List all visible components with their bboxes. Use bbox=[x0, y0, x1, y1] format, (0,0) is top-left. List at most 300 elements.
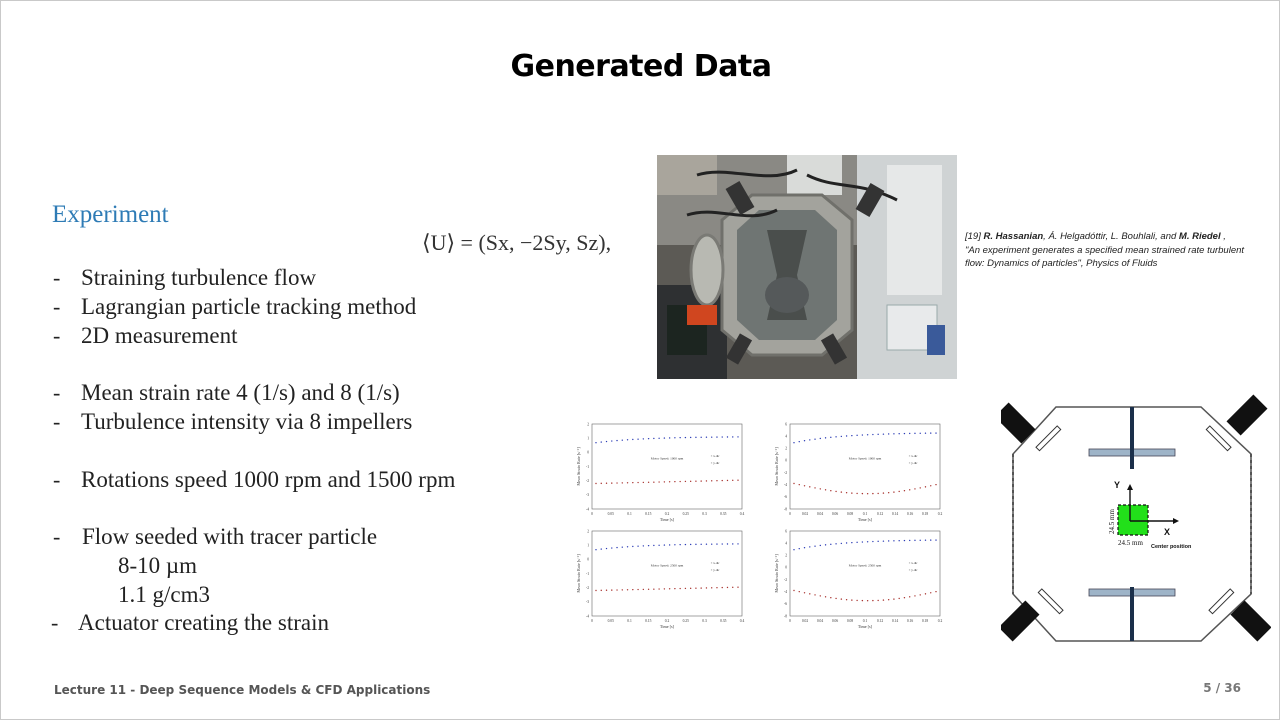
setup-schematic bbox=[1001, 394, 1271, 654]
plot-point-x bbox=[637, 438, 638, 439]
plot-point-x bbox=[920, 433, 921, 434]
plot-y-tick: -2 bbox=[586, 585, 589, 590]
plot-point-y bbox=[856, 600, 857, 601]
plot-point-y bbox=[841, 598, 842, 599]
plot-point-x bbox=[627, 546, 628, 547]
plot-point-x bbox=[679, 437, 680, 438]
plot-legend-entry: × x-dir bbox=[908, 454, 918, 459]
strain-equation: ⟨U⟩ = (Sx, −2Sy, Sz), bbox=[422, 230, 612, 255]
plot-point-x bbox=[685, 544, 686, 545]
plot-point-y bbox=[867, 600, 868, 601]
plot-point-x bbox=[893, 540, 894, 541]
plot-point-x bbox=[732, 543, 733, 544]
plot-point-y bbox=[716, 480, 717, 481]
plot-point-x bbox=[914, 540, 915, 541]
plot-point-y bbox=[793, 590, 794, 591]
bullet-text: Mean strain rate 4 (1/s) and 8 (1/s) bbox=[81, 380, 400, 405]
plot-point-x bbox=[606, 548, 607, 549]
plot-point-x bbox=[867, 434, 868, 435]
plot-point-y bbox=[809, 486, 810, 487]
plot-point-y bbox=[606, 590, 607, 591]
plot-point-x bbox=[716, 543, 717, 544]
plot-x-tick: 0.1 bbox=[862, 619, 868, 623]
plot-y-label: Mean Strain Rate [s⁻¹] bbox=[576, 447, 581, 486]
plot-point-x bbox=[793, 442, 794, 443]
plot-frame bbox=[790, 424, 940, 509]
center-position-label: Center position bbox=[1151, 544, 1192, 550]
plot-point-x bbox=[793, 549, 794, 550]
plot-x-tick: 0.3 bbox=[702, 619, 707, 623]
plot-point-y bbox=[804, 485, 805, 486]
plot-y-tick: -3 bbox=[586, 600, 589, 605]
plot-point-x bbox=[804, 547, 805, 548]
plot-point-y bbox=[722, 480, 723, 481]
plot-point-x bbox=[877, 541, 878, 542]
plot-point-y bbox=[716, 587, 717, 588]
plot-point-y bbox=[904, 597, 905, 598]
plot-y-tick: -8 bbox=[784, 507, 787, 512]
plot-y-tick: -4 bbox=[586, 614, 589, 619]
plot-point-y bbox=[643, 482, 644, 483]
plot-y-tick: 2 bbox=[785, 446, 787, 451]
plot-point-x bbox=[830, 437, 831, 438]
plot-x-tick: 0 bbox=[591, 619, 593, 623]
plot-point-x bbox=[851, 542, 852, 543]
plot-point-x bbox=[595, 442, 596, 443]
plot-point-y bbox=[669, 481, 670, 482]
plot-x-label: Time [s] bbox=[857, 624, 873, 629]
plot-point-x bbox=[716, 436, 717, 437]
plot-y-tick: -2 bbox=[586, 478, 589, 483]
plot-point-y bbox=[820, 595, 821, 596]
plot-y-tick: 4 bbox=[785, 434, 787, 439]
bullet-marker: - bbox=[53, 380, 61, 405]
plot-point-y bbox=[904, 490, 905, 491]
plot-point-x bbox=[669, 544, 670, 545]
plot-x-tick: 0.2 bbox=[664, 512, 670, 516]
plot-x-tick: 0.3 bbox=[702, 512, 707, 516]
plot-point-y bbox=[909, 489, 910, 490]
bullet-marker: - bbox=[51, 610, 59, 635]
plot-point-x bbox=[653, 545, 654, 546]
plot-point-y bbox=[611, 482, 612, 483]
plot-point-x bbox=[930, 539, 931, 540]
footer-lecture-title: Lecture 11 - Deep Sequence Models & CFD Applications bbox=[54, 683, 431, 697]
strain-rate-plots bbox=[566, 416, 951, 631]
plot-point-x bbox=[616, 547, 617, 548]
plot-point-y bbox=[737, 480, 738, 481]
plot-point-y bbox=[622, 589, 623, 590]
plot-point-x bbox=[825, 544, 826, 545]
plot-point-x bbox=[909, 433, 910, 434]
reference-sep: , bbox=[1220, 231, 1226, 242]
bullet-subtext: 8-10 µm bbox=[118, 553, 198, 578]
plot-point-y bbox=[664, 588, 665, 589]
plot-x-tick: 0 bbox=[789, 619, 791, 623]
reference-author-last: M. Riedel bbox=[1178, 231, 1221, 242]
plot-point-y bbox=[846, 492, 847, 493]
plot-point-x bbox=[648, 438, 649, 439]
plot-point-y bbox=[835, 598, 836, 599]
plot-point-x bbox=[601, 548, 602, 549]
plot-point-y bbox=[809, 593, 810, 594]
apparatus-photo bbox=[657, 155, 957, 379]
plot-point-x bbox=[888, 540, 889, 541]
plot-y-tick: 6 bbox=[785, 529, 787, 534]
plot-y-tick: 2 bbox=[587, 529, 589, 534]
plot-point-x bbox=[737, 436, 738, 437]
plot-point-x bbox=[893, 433, 894, 434]
plot-frame bbox=[592, 424, 742, 509]
plot-x-tick: 0.4 bbox=[739, 512, 745, 516]
plot-point-y bbox=[658, 481, 659, 482]
plot-point-x bbox=[679, 544, 680, 545]
plot-x-tick: 0.15 bbox=[645, 512, 652, 516]
plot-point-y bbox=[700, 587, 701, 588]
plot-point-x bbox=[632, 546, 633, 547]
plot-motor-label: Motor Speed: 2500 rpm bbox=[848, 563, 882, 568]
reference-number: [19] bbox=[965, 231, 981, 242]
plot-point-y bbox=[877, 493, 878, 494]
plot-point-x bbox=[611, 547, 612, 548]
plot-point-x bbox=[643, 438, 644, 439]
plot-x-tick: 0.16 bbox=[906, 512, 914, 516]
plot-y-tick: -4 bbox=[784, 483, 787, 488]
plot-frame bbox=[592, 531, 742, 616]
plot-point-x bbox=[711, 543, 712, 544]
plot-x-tick: 0 bbox=[591, 512, 593, 516]
bullet-text: Lagrangian particle tracking method bbox=[81, 294, 417, 319]
plot-point-y bbox=[935, 591, 936, 592]
plot-point-x bbox=[809, 439, 810, 440]
plot-point-x bbox=[820, 438, 821, 439]
plot-point-x bbox=[669, 437, 670, 438]
plot-point-y bbox=[925, 593, 926, 594]
plot-x-tick: 0.1 bbox=[862, 512, 868, 516]
plot-x-tick: 0.25 bbox=[682, 619, 689, 623]
plot-point-y bbox=[706, 480, 707, 481]
plot-point-x bbox=[809, 546, 810, 547]
plot-point-y bbox=[867, 493, 868, 494]
plot-point-x bbox=[622, 439, 623, 440]
plot-y-tick: 1 bbox=[587, 436, 589, 441]
plot-y-label: Mean Strain Rate [s⁻¹] bbox=[774, 554, 779, 593]
bullet-text: Straining turbulence flow bbox=[81, 265, 317, 290]
plot-legend-entry: × x-dir bbox=[908, 561, 918, 566]
plot-point-y bbox=[632, 589, 633, 590]
bullet-marker: - bbox=[53, 467, 61, 492]
plot-point-y bbox=[846, 599, 847, 600]
plot-point-y bbox=[830, 597, 831, 598]
plot-y-tick: -1 bbox=[586, 464, 589, 469]
plot-point-y bbox=[616, 589, 617, 590]
plot-point-x bbox=[674, 544, 675, 545]
plot-y-tick: 0 bbox=[785, 458, 787, 463]
plot-point-x bbox=[727, 543, 728, 544]
plot-x-tick: 0.04 bbox=[816, 512, 824, 516]
plot-point-y bbox=[727, 587, 728, 588]
plot-point-y bbox=[595, 590, 596, 591]
plot-point-x bbox=[914, 433, 915, 434]
x-axis-label: X bbox=[1164, 527, 1171, 537]
bullet-marker: - bbox=[53, 524, 61, 549]
plot-point-y bbox=[674, 588, 675, 589]
plot-x-tick: 0.02 bbox=[801, 619, 809, 623]
plot-point-x bbox=[830, 544, 831, 545]
plot-y-tick: -1 bbox=[586, 571, 589, 576]
plot-point-x bbox=[606, 441, 607, 442]
plot-point-x bbox=[648, 545, 649, 546]
plot-point-x bbox=[862, 434, 863, 435]
plot-point-y bbox=[914, 488, 915, 489]
plot-point-y bbox=[695, 480, 696, 481]
plot-x-tick: 0.05 bbox=[607, 619, 614, 623]
plot-point-y bbox=[653, 588, 654, 589]
plot-y-tick: 0 bbox=[587, 450, 589, 455]
plot-point-x bbox=[653, 438, 654, 439]
plot-point-x bbox=[872, 434, 873, 435]
plot-x-tick: 0.18 bbox=[921, 619, 929, 623]
plot-motor-label: Motor Speed: 1000 rpm bbox=[848, 456, 882, 461]
plot-point-y bbox=[722, 587, 723, 588]
plot-point-y bbox=[893, 598, 894, 599]
reference-authors: , Á. Helgadóttir, L. Bouhlali, and bbox=[1043, 231, 1179, 242]
plot-point-y bbox=[700, 480, 701, 481]
plot-point-x bbox=[664, 544, 665, 545]
reference-citation bbox=[965, 230, 1265, 271]
plot-frame bbox=[790, 531, 940, 616]
plot-x-tick: 0.06 bbox=[831, 619, 839, 623]
plot-point-x bbox=[804, 440, 805, 441]
plot-point-x bbox=[883, 433, 884, 434]
plot-point-y bbox=[930, 592, 931, 593]
plot-point-x bbox=[601, 441, 602, 442]
plot-point-y bbox=[898, 598, 899, 599]
plot-point-y bbox=[862, 600, 863, 601]
plot-point-y bbox=[793, 483, 794, 484]
plot-y-tick: 2 bbox=[587, 422, 589, 427]
plot-y-tick: 2 bbox=[785, 553, 787, 558]
slide-title: Generated Data bbox=[510, 49, 772, 84]
plot-point-y bbox=[727, 480, 728, 481]
plot-point-y bbox=[679, 588, 680, 589]
plot-point-y bbox=[653, 481, 654, 482]
plot-point-y bbox=[814, 594, 815, 595]
bullet-marker: - bbox=[53, 265, 61, 290]
plot-point-x bbox=[883, 540, 884, 541]
plot-x-tick: 0.35 bbox=[720, 619, 727, 623]
plot-point-y bbox=[643, 589, 644, 590]
plot-point-y bbox=[669, 588, 670, 589]
plot-point-y bbox=[606, 483, 607, 484]
plot-point-x bbox=[888, 433, 889, 434]
plot-point-y bbox=[877, 600, 878, 601]
plot-point-y bbox=[856, 493, 857, 494]
plot-point-y bbox=[601, 483, 602, 484]
plot-point-y bbox=[888, 492, 889, 493]
plot-point-x bbox=[616, 440, 617, 441]
bullet-subtext: 1.1 g/cm3 bbox=[118, 582, 210, 607]
bullet-marker: - bbox=[53, 294, 61, 319]
plot-point-x bbox=[711, 436, 712, 437]
plot-point-y bbox=[820, 488, 821, 489]
plot-y-tick: 0 bbox=[785, 565, 787, 570]
plot-point-y bbox=[883, 599, 884, 600]
plot-point-x bbox=[920, 540, 921, 541]
plot-point-x bbox=[695, 437, 696, 438]
plot-point-x bbox=[814, 545, 815, 546]
plot-point-y bbox=[898, 491, 899, 492]
plot-point-y bbox=[611, 589, 612, 590]
plot-x-tick: 0.1 bbox=[627, 512, 632, 516]
plot-point-y bbox=[851, 492, 852, 493]
plot-point-x bbox=[856, 435, 857, 436]
bullet-text: 2D measurement bbox=[81, 323, 238, 348]
plot-legend-entry: × y-dir bbox=[908, 460, 918, 465]
plot-point-x bbox=[706, 544, 707, 545]
plot-point-x bbox=[632, 439, 633, 440]
plot-point-y bbox=[872, 493, 873, 494]
plot-point-x bbox=[622, 546, 623, 547]
plot-point-y bbox=[711, 587, 712, 588]
plot-x-tick: 0.14 bbox=[891, 512, 899, 516]
plot-y-tick: -6 bbox=[784, 602, 787, 607]
plot-x-tick: 0.35 bbox=[720, 512, 727, 516]
plot-point-y bbox=[690, 588, 691, 589]
plot-x-tick: 0.2 bbox=[937, 512, 943, 516]
plot-point-y bbox=[835, 491, 836, 492]
plot-point-x bbox=[925, 433, 926, 434]
plot-point-y bbox=[841, 491, 842, 492]
plot-point-y bbox=[893, 491, 894, 492]
plot-x-tick: 0.08 bbox=[846, 512, 854, 516]
plot-point-y bbox=[830, 490, 831, 491]
plot-point-y bbox=[685, 588, 686, 589]
plot-point-x bbox=[877, 434, 878, 435]
plot-x-tick: 0.12 bbox=[876, 512, 884, 516]
plot-y-tick: 6 bbox=[785, 422, 787, 427]
plot-point-y bbox=[883, 492, 884, 493]
plot-point-x bbox=[627, 439, 628, 440]
plot-point-y bbox=[595, 483, 596, 484]
measurement-box bbox=[1118, 505, 1148, 535]
plot-point-y bbox=[711, 480, 712, 481]
plot-point-x bbox=[904, 433, 905, 434]
plot-y-tick: -4 bbox=[784, 590, 787, 595]
bullet-marker: - bbox=[53, 409, 61, 434]
plot-point-x bbox=[700, 437, 701, 438]
plot-point-x bbox=[664, 437, 665, 438]
plot-point-x bbox=[841, 436, 842, 437]
plot-point-x bbox=[674, 437, 675, 438]
plot-motor-label: Motor Speed: 1000 rpm bbox=[650, 456, 684, 461]
plot-legend-entry: × x-dir bbox=[710, 454, 720, 459]
plot-x-tick: 0.2 bbox=[664, 619, 670, 623]
plot-x-label: Time [s] bbox=[857, 517, 873, 522]
plot-point-y bbox=[872, 600, 873, 601]
plot-x-tick: 0.1 bbox=[627, 619, 632, 623]
plot-point-y bbox=[658, 588, 659, 589]
plot-y-tick: -2 bbox=[784, 470, 787, 475]
plot-y-tick: 0 bbox=[587, 557, 589, 562]
plot-x-tick: 0.25 bbox=[682, 512, 689, 516]
plot-point-y bbox=[851, 599, 852, 600]
plot-point-y bbox=[935, 484, 936, 485]
plot-point-x bbox=[872, 541, 873, 542]
reference-author-first: R. Hassanian bbox=[983, 231, 1044, 242]
plot-x-tick: 0.12 bbox=[876, 619, 884, 623]
plot-x-tick: 0.04 bbox=[816, 619, 824, 623]
plot-x-tick: 0.08 bbox=[846, 619, 854, 623]
plot-point-x bbox=[930, 432, 931, 433]
plot-point-y bbox=[909, 596, 910, 597]
plot-point-y bbox=[825, 489, 826, 490]
plot-point-x bbox=[898, 540, 899, 541]
bullet-text: Actuator creating the strain bbox=[78, 610, 329, 635]
plot-point-y bbox=[695, 587, 696, 588]
plot-point-x bbox=[737, 543, 738, 544]
plot-point-x bbox=[722, 543, 723, 544]
plot-point-y bbox=[930, 485, 931, 486]
plot-point-y bbox=[648, 589, 649, 590]
plot-x-tick: 0 bbox=[789, 512, 791, 516]
plot-point-y bbox=[920, 487, 921, 488]
plot-point-x bbox=[727, 436, 728, 437]
plot-point-y bbox=[914, 595, 915, 596]
plot-point-x bbox=[690, 437, 691, 438]
plot-y-tick: -4 bbox=[586, 507, 589, 512]
plot-point-x bbox=[722, 436, 723, 437]
plot-point-x bbox=[700, 544, 701, 545]
page-number: 5 / 36 bbox=[1203, 681, 1241, 695]
plot-x-tick: 0.4 bbox=[739, 619, 745, 623]
plot-point-y bbox=[648, 482, 649, 483]
plot-point-y bbox=[862, 493, 863, 494]
plot-x-tick: 0.15 bbox=[645, 619, 652, 623]
plot-point-x bbox=[862, 541, 863, 542]
plot-point-x bbox=[695, 544, 696, 545]
plot-point-x bbox=[835, 543, 836, 544]
plot-point-x bbox=[925, 540, 926, 541]
plot-point-y bbox=[616, 482, 617, 483]
plot-y-tick: -6 bbox=[784, 495, 787, 500]
plot-point-x bbox=[814, 438, 815, 439]
plot-x-tick: 0.02 bbox=[801, 512, 809, 516]
plot-point-x bbox=[909, 540, 910, 541]
reference-title: "An experiment generates a specified mean strained rate turbulent flow: Dynamics of particles", Physics of Fluids bbox=[965, 244, 1245, 269]
plot-point-y bbox=[732, 587, 733, 588]
bullet-marker: - bbox=[53, 323, 61, 348]
plot-point-y bbox=[637, 589, 638, 590]
plot-y-tick: -8 bbox=[784, 614, 787, 619]
plot-x-tick: 0.16 bbox=[906, 619, 914, 623]
plot-point-y bbox=[637, 482, 638, 483]
plot-point-x bbox=[898, 433, 899, 434]
plot-point-x bbox=[867, 541, 868, 542]
plot-point-x bbox=[690, 544, 691, 545]
plot-point-y bbox=[685, 481, 686, 482]
plot-y-tick: -3 bbox=[586, 493, 589, 498]
plot-point-x bbox=[904, 540, 905, 541]
plot-point-y bbox=[804, 592, 805, 593]
plot-point-x bbox=[825, 437, 826, 438]
bullet-text: Flow seeded with tracer particle bbox=[82, 524, 378, 549]
plot-x-label: Time [s] bbox=[659, 624, 675, 629]
plot-point-x bbox=[846, 435, 847, 436]
plot-point-y bbox=[664, 481, 665, 482]
plot-y-tick: 1 bbox=[587, 543, 589, 548]
bullet-text: Rotations speed 1000 rpm and 1500 rpm bbox=[81, 467, 456, 492]
